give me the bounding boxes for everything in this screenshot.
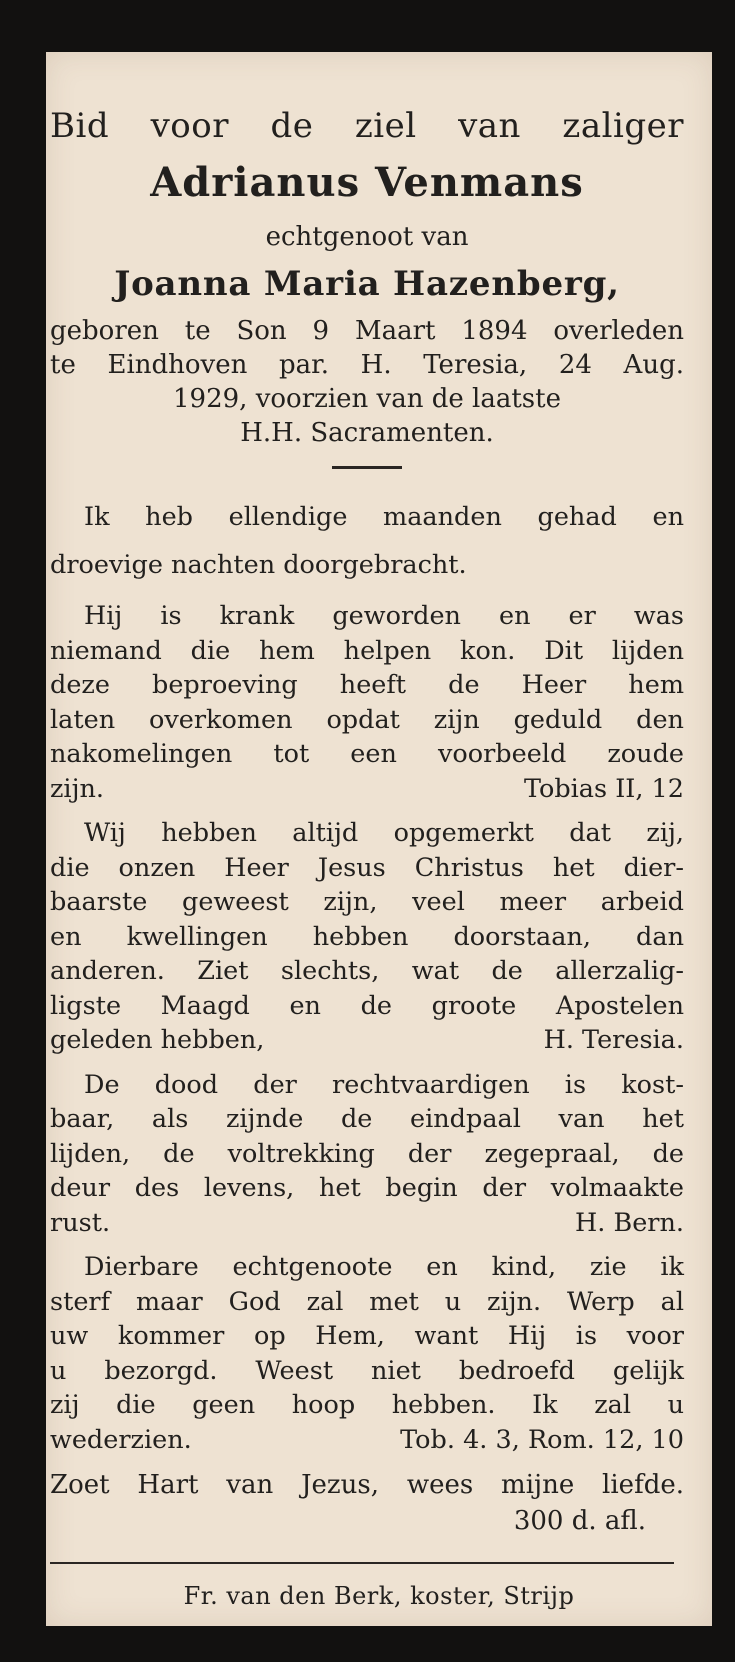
quote-line: Ik heb ellendige maanden gehad en [84,502,684,532]
quote-source: Tob. 4. 3, Rom. 12, 10 [400,1424,684,1455]
card-paper [46,52,712,1626]
divider [332,466,402,469]
bio-line: geboren te Son 9 Maart 1894 overleden [50,316,684,346]
quote-source-line [50,772,684,807]
quote-line: ligste Maagd en de groote Apostelen [50,990,684,1021]
bio-line: 1929, voorzien van de laatste [173,384,561,414]
quote-line: rust. [50,1207,111,1238]
quote-line: niemand die hem helpen kon. Dit lijden [50,635,684,666]
indulgence: 300 d. afl. [513,1506,646,1536]
quote-4 [50,1068,684,1241]
quote-line: geleden hebben, [50,1025,265,1055]
intro-line: Bid voor de ziel van zaliger [50,106,684,146]
quote-line: lijden, de voltrekking der zegepraal, de [50,1138,684,1169]
prayer-text: Zoet Hart van Jezus, wees mijne liefde. [50,1470,684,1500]
biography [50,314,684,450]
quote-line: sterf maar God zal met u zijn. Werp al [50,1286,684,1317]
quote-line: u bezorgd. Weest niet bedroefd gelijk [50,1355,684,1386]
bio-line: te Eindhoven par. H. Teresia, 24 Aug. [50,350,684,380]
bio-line: H.H. Sacramenten. [240,418,494,448]
quote-source: H. Bern. [575,1207,684,1238]
quote-source: H. Teresia. [543,1025,684,1055]
quote-line: Dierbare echtgenoote en kind, zie ik [84,1252,684,1282]
quote-source-line [50,1206,684,1241]
quote-source-line [50,1023,684,1058]
quote-line: deur des levens, het begin der volmaakte [50,1173,684,1203]
quote-line: deze beproeving heeft de Heer hem [50,670,684,700]
printer-credit: Fr. van den Berk, koster, Strijp [183,1582,575,1610]
quote-line: die onzen Heer Jesus Christus het dier- [50,852,684,883]
quote-line: De dood der rechtvaardigen is kost- [84,1069,684,1100]
quote-source: Tobias II, 12 [523,773,684,804]
quote-line: zij die geen hoop hebben. Ik zal u [50,1390,684,1420]
quote-line: baar, als zijnde de eindpaal van het [50,1104,684,1134]
quote-line: baarste geweest zijn, veel meer arbeid [50,887,684,917]
quote-line: nakomelingen tot een voorbeeld zoude [50,739,684,769]
spouse-name: Joanna Maria Hazenberg, [114,264,620,304]
quote-3 [50,816,684,1058]
quote-line: zijn. [50,773,105,804]
quote-line: wederzien. [50,1424,192,1455]
quote-2 [50,599,684,806]
quote-line: en kwellingen hebben doorstaan, dan [50,921,684,952]
quote-line: Wij hebben altijd opgemerkt dat zij, [84,818,684,848]
quote-line: droevige nachten doorgebracht. [50,550,467,580]
quote-line: anderen. Ziet slechts, wat de allerzalig- [50,956,684,986]
prayer [50,1467,684,1539]
quote-line: uw kommer op Hem, want Hij is voor [50,1321,684,1351]
quote-line: Hij is krank geworden en er was [84,601,684,631]
quote-line: laten overkomen opdat zijn geduld den [50,704,684,735]
deceased-name: Adrianus Venmans [150,159,584,206]
quote-source-line [50,1423,684,1458]
quote-1 [50,493,684,589]
footer-rule [50,1562,674,1564]
quote-5 [50,1250,684,1457]
spouse-label: echtgenoot van [265,222,469,252]
